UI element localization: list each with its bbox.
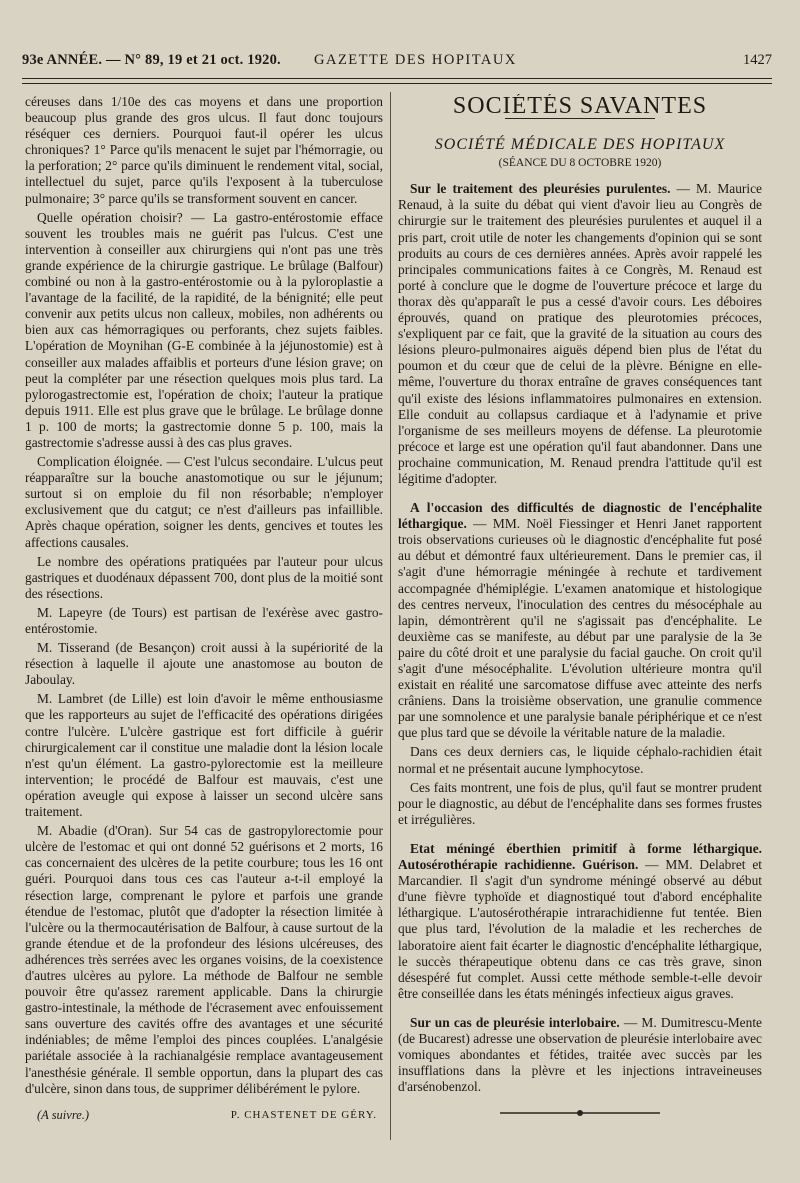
- article-body: — M. Maurice Renaud, à la suite du débat qui vient d'avoir lieu au Congrès de chirurgie sur le traitement des pleurésies purulentes et auquel il a pris part, croit utile de noter les changements d'opinion qui se sont produits au cours de ces dernières années. Après avoir rappelé les principales communications faites à ce Congrès, M. Renaud est porté à conclure que le dogme de l'ouverture précoce et large du thorax dès qu'apparaît le pus a cessé d'avoir cours. Les déboires éprouvés, quand on pratique des pleurotomies précoces, s'expliquent par ce fait, que la gravité de la situation au cours des lésions pleuro-pulmonaires aiguës dépend bien plus de l'état du poumon et du cœur que de celui de la plèvre. Bénigne en elle-même, l'ouverture du thorax entraîne de graves conséquences tant qu'il existe des lésions inflammatoires pulmonaires en extension. Elle conduit au collapsus cardiaque et à l'adynamie et prive l'organisme de ses meilleurs moyens de défense. La pleurotomie précoce et large est une opération qu'il faut abandonner. Dans une prochaine communication, M. Renaud prendra l'attitude qu'il est légitime d'adopter.: [398, 181, 762, 486]
- right-column: [398, 94, 762, 1143]
- article: [398, 181, 762, 487]
- paragraph: Dans ces deux derniers cas, le liquide céphalo-rachidien était normal et ne présentait aucune lymphocytose.: [398, 744, 762, 776]
- society-title: SOCIÉTÉ MÉDICALE DES HOPITAUX: [434, 136, 726, 154]
- article-footer: [25, 1107, 383, 1123]
- article-heading: A l'occasion des difficultés de diagnostic de l'encéphalite léthargique.: [398, 500, 762, 532]
- left-column: [25, 94, 383, 1143]
- paragraph: céreuses dans 1/10e des cas moyens et dans une proportion beaucoup plus grande des gros ulcus. Il faut donc toujours réséquer ces derniers. Pourquoi faut-il opérer les ulcus chroniques? 1° Parce qu'ils menacent le sujet par l'hémorragie, ou la perforation; 2° parce qu'ils diminuent le rendement vital, social, intellectuel du sujet, parce qu'ils l'exposent à la tuberculose pulmonaire; 3° parce qu'ils se transforment souvent en cancer.: [25, 94, 383, 206]
- to-be-continued: (A suivre.): [37, 1107, 90, 1122]
- header-rule-thin: [22, 83, 772, 84]
- article-body: — M. Dumitrescu-Mente (de Bucarest) adresse une observation de pleurésie interlobaire avec vomiques abondantes et fétides, traitée avec succès par les insufflations dans la plèvre et les injections intraveineuses d'arsénobenzol.: [398, 1014, 762, 1095]
- article: [398, 500, 762, 741]
- article: [398, 841, 762, 1002]
- session-date: (SÉANCE DU 8 OCTOBRE 1920): [498, 157, 662, 170]
- issue-info: 93e ANNÉE. — N° 89, 19 et 21 oct. 1920.: [22, 52, 281, 68]
- article-heading: Sur le traitement des pleurésies purulentes.: [410, 181, 671, 197]
- paragraph: Quelle opération choisir? — La gastro-entérostomie efface souvent les troubles mais ne guérit pas l'ulcus. C'est une intervention à conseiller aux chirurgiens qui n'ont pas une très grande expérience de la chirurgie gastrique. Le brûlage (Balfour) combiné ou non à la gastro-entérostomie ou à la pyloroplastie a l'avantage de la facilité, de la rapidité, de la bénignité; elle peut convenir aux petits ulcus non calleux, mobiles, non adhérents ou bien aux cas hémorragiques ou perforants, chez sujets faibles. L'opération de Moynihan (G-E combinée à la jéjunostomie) est à conseiller aux malades affaiblis et porteurs d'une lésion grave; on peut la compléter par une résection quelques mois plus tard. La pylorogastrectomie est, l'opération de choix; l'auteur la pratique depuis 1911. Elle est plus grave que le brûlage. Le brûlage donne 1 p. 100 de morts; la gastrectomie donne 5 p. 100, mais la gastrectomie s'adresse aussi à des cas plus graves.: [25, 209, 383, 450]
- section-title: SOCIÉTÉS SAVANTES: [452, 94, 708, 119]
- article: [398, 1015, 762, 1095]
- paragraph: M. Lambret (de Lille) est loin d'avoir le même enthousiasme que les rapporteurs au sujet de l'efficacité des opérations dirigées contre l'ulcère. L'ulcère gastrique est fort difficile à guérir chirurgicalement car il constitue une maladie dont la lésion locale n'est qu'un élément. La gastro-pylorectomie est la meilleure intervention; le procédé de Balfour est mauvais, c'est une opération aveugle qui expose à laisser un second ulcère sans traitement.: [25, 691, 383, 820]
- paragraph: M. Tisserand (de Besançon) croit aussi à la supériorité de la résection à laquelle il ajoute une anastomose au bouton de Jaboulay.: [25, 640, 383, 688]
- page-header: [22, 52, 772, 76]
- paragraph: M. Abadie (d'Oran). Sur 54 cas de gastropylorectomie pour ulcère de l'estomac et qui ont donné 52 guérisons et 2 morts, 16 cas concernaient des ulcères de la petite courbure; tous les 16 ont guéri. Pourquoi dans tous ces cas l'auteur a-t-il employé la résection large, comprenant le pylore et parfois une grande étendue de l'estomac, plutôt que d'adopter la résection limitée à l'ulcère ou la thermocautérisation de Balfour, à cause surtout de la grande étendue et de la profondeur des lésions ulcéreuses, des adhérences très serrées avec les organes voisins, de la coexistence d'autres ulcères au pylore. La méthode de Balfour ne semble pouvoir être qu'assez rarement applicable. Dans la chirurgie gastro-intestinale, la méthode de l'écrasement avec enfouissement sans ouverture des cavités offre des avantages et une sécurité indéniables; de même l'emploi des pinces couplées. L'analgésie pariétale associée à la rachianalgésie remplace avantageusement l'anesthésie générale. Il semble opportun, dans la plupart des cas d'ulcère, sinon dans tous, de supprimer délibérément le pylore.: [25, 823, 383, 1096]
- article-body: — MM. Noël Fiessinger et Henri Janet rapportent trois observations curieuses où le diagnostic d'encéphalite fut posé au début et démontré faux ultérieurement. Dans le premier cas, il s'agit d'une hémorragie méningée à rechute et tardivement accompagnée d'hémiplégie. L'examen anatomique et histologique des centres nerveux, l'inoculation des centres du mésocéphale au lapin, démontrèrent qu'il ne s'agissait pas d'encéphalite. Le deuxième cas se manifeste, au début par une paralysie de la 3e paire du côté droit et une paralysie du facial gauche. On croit qu'il s'agit d'une mésocéphalite. L'évolution ultérieure montra qu'il existait en réalité une sarcomatose diffuse avec atteinte des nerfs crâniens. Dans la troisième observation, une granulie commence par une somnolence et une paralysie banale périphérique et ce n'est que plus tard que se dévoile la véritable nature de la maladie.: [398, 516, 762, 741]
- end-ornament: [398, 1105, 762, 1121]
- header-rule: [22, 78, 772, 79]
- article-heading: Etat méningé éberthien primitif à forme léthargique. Autosérothérapie rachidienne. Guérison.: [398, 840, 762, 873]
- ornament-rule: [500, 1109, 660, 1117]
- article-body: — MM. Delabret et Marcandier. Il s'agit d'un syndrome méningé observé au début d'une fièvre typhoïde et diagnostiqué tout d'abord encéphalite léthargique. L'autosérothérapie intrarachidienne fut tentée. Bien que plus tard, l'évolution de la maladie et les recherches de laboratoire aient fait écarter le diagnostic d'encéphalite léthargique, le succès thérapeutique obtenu dans ce cas très grave, sinon désespéré fut complet. Aussi cette méthode semble-t-elle devoir être conseillée dans les états méningés infectieux aigus graves.: [398, 857, 762, 1001]
- article-heading: Sur un cas de pleurésie interlobaire.: [410, 1014, 620, 1030]
- paragraph: Complication éloignée. — C'est l'ulcus secondaire. L'ulcus peut réapparaître sur la bouche anastomotique ou sur le jéjunum; surtout si on emploie du fil non résorbable; n'employer exclusivement que du catgut; ce n'est d'ailleurs pas infaillible. Après chaque opération, soigner les dents, gencives et toutes les affections causales.: [25, 454, 383, 550]
- paragraph: Le nombre des opérations pratiquées par l'auteur pour ulcus gastriques et duodénaux dépassent 700, dont plus de la moitié sont des résections.: [25, 553, 383, 601]
- article-author: P. CHASTENET DE GÉRY.: [230, 1108, 377, 1121]
- paragraph: Ces faits montrent, une fois de plus, qu'il faut se montrer prudent pour le diagnostic, au début de l'encéphalite dans ses formes frustes et irrégulières.: [398, 779, 762, 827]
- paragraph: M. Lapeyre (de Tours) est partisan de l'exérèse avec gastro-entérostomie.: [25, 604, 383, 636]
- column-divider: [390, 92, 391, 1140]
- journal-title: GAZETTE DES HOPITAUX: [314, 52, 517, 68]
- page-number: 1427: [743, 52, 772, 68]
